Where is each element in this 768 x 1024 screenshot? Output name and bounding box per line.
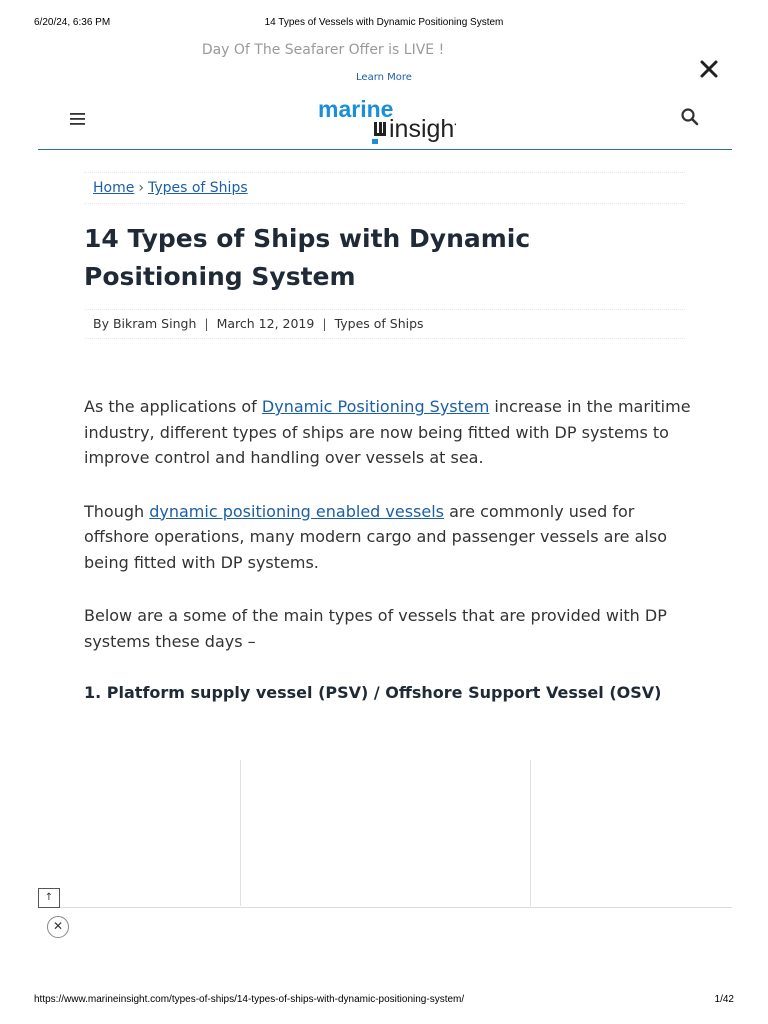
print-document-title: 14 Types of Vessels with Dynamic Positioning System — [264, 17, 504, 28]
article-body — [84, 394, 694, 706]
hamburger-menu-icon[interactable] — [68, 110, 88, 128]
paragraph-2: Though dynamic positioning enabled vessels are commonly used for offshore operations, many modern cargo and passenger vessels are also being fitted with DP systems. — [84, 501, 667, 572]
dynamic-positioning-link[interactable]: Dynamic Positioning System — [261, 397, 490, 416]
breadcrumb-category[interactable]: Types of Ships — [147, 180, 248, 196]
print-url: https://www.marineinsight.com/types-of-ships/14-types-of-ships-with-dynamic-positioning-system/ — [34, 994, 465, 1005]
print-footer — [0, 994, 768, 1008]
article-date: March 12, 2019 — [216, 316, 315, 331]
print-page-number: 1/42 — [714, 994, 734, 1005]
offer-banner-text: Day Of The Seafarer Offer is LIVE ! — [201, 42, 445, 58]
learn-more-link[interactable]: Learn More — [356, 72, 412, 83]
ad-divider — [530, 760, 531, 906]
close-icon[interactable] — [696, 56, 722, 82]
meta-separator: | — [322, 316, 327, 331]
paragraph-1: As the applications of Dynamic Positioning System increase in the maritime industry, different types of ships are now being fitted with DP systems to improve control and handling over vessels at sea. — [84, 397, 691, 467]
article-author[interactable]: By Bikram Singh — [93, 316, 197, 331]
meta-separator: | — [204, 316, 209, 331]
ad-close-button[interactable]: ✕ — [47, 916, 69, 938]
ad-placeholder — [38, 760, 732, 908]
article-category[interactable]: Types of Ships — [334, 316, 424, 331]
logo-text-marine: marine — [318, 96, 394, 122]
paragraph-3: Below are a some of the main types of vessels that are provided with DP systems these days – — [84, 606, 667, 651]
print-datetime: 6/20/24, 6:36 PM — [34, 17, 111, 28]
dp-enabled-vessels-link[interactable]: dynamic positioning enabled vessels — [149, 501, 445, 521]
page-title: 14 Types of Ships with Dynamic Positioning System — [84, 224, 531, 291]
search-icon[interactable] — [680, 107, 700, 127]
logo-text-insight: insight — [389, 115, 456, 143]
breadcrumb — [84, 172, 685, 204]
ad-divider — [240, 760, 241, 906]
breadcrumb-home[interactable]: Home — [93, 180, 135, 196]
arrow-up-icon[interactable]: ↑ — [38, 888, 60, 908]
site-header — [38, 88, 732, 150]
print-header — [0, 17, 768, 31]
site-logo[interactable] — [316, 92, 456, 144]
section-heading-1: 1. Platform supply vessel (PSV) / Offshore Support Vessel (OSV) — [84, 683, 662, 702]
article-meta — [84, 309, 685, 339]
breadcrumb-separator: › — [138, 180, 144, 196]
